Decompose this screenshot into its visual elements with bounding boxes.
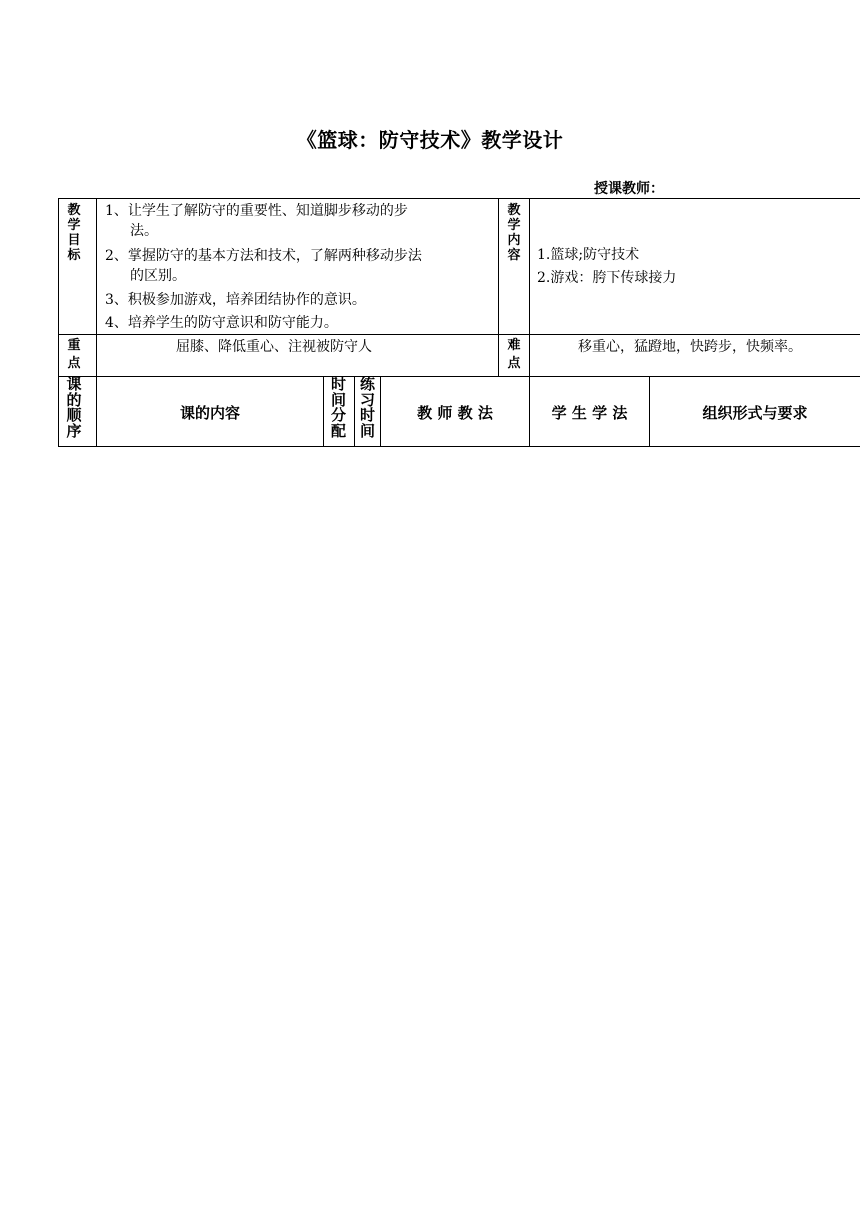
key-point-text: 屈膝、降低重心、注视被防守人 <box>176 339 372 355</box>
objective-line: 法。 <box>130 223 158 239</box>
content-label: 教学内容 <box>507 203 521 263</box>
content-item: 2.游戏：胯下传球接力 <box>537 270 677 286</box>
header-practice-time: 练习时间 <box>359 375 375 440</box>
difficulty-text: 移重心，猛蹬地，快跨步，快频率。 <box>578 339 802 355</box>
page-title: 《篮球：防守技术》教学设计 <box>296 128 564 152</box>
objective-line: 1、让学生了解防守的重要性、知道脚步移动的步 <box>105 203 408 219</box>
objective-line: 2、掌握防守的基本方法和技术，了解两种移动步法 <box>105 248 422 264</box>
difficulty-label: 难点 <box>507 338 521 371</box>
row-divider <box>58 376 860 377</box>
header-order: 课的顺序 <box>66 375 82 440</box>
column-divider <box>529 198 530 376</box>
key-point-label: 重点 <box>67 338 81 371</box>
header-teacher-method: 教 师 教 法 <box>417 404 493 422</box>
content-item: 1.篮球;防守技术 <box>537 247 640 263</box>
row-divider <box>58 334 860 335</box>
column-divider <box>354 376 355 446</box>
column-divider <box>323 376 324 446</box>
objective-line: 4、培养学生的防守意识和防守能力。 <box>105 315 338 331</box>
header-time-allocation: 时间分配 <box>330 375 346 440</box>
header-organization: 组织形式与要求 <box>702 404 808 422</box>
objectives-label: 教学目标 <box>67 203 81 263</box>
header-student-method: 学 生 学 法 <box>551 404 628 422</box>
objective-line: 3、积极参加游戏，培养团结协作的意识。 <box>105 292 366 308</box>
objective-line: 的区别。 <box>130 268 186 284</box>
header-content: 课的内容 <box>179 404 240 422</box>
teacher-label: 授课教师： <box>594 181 664 197</box>
